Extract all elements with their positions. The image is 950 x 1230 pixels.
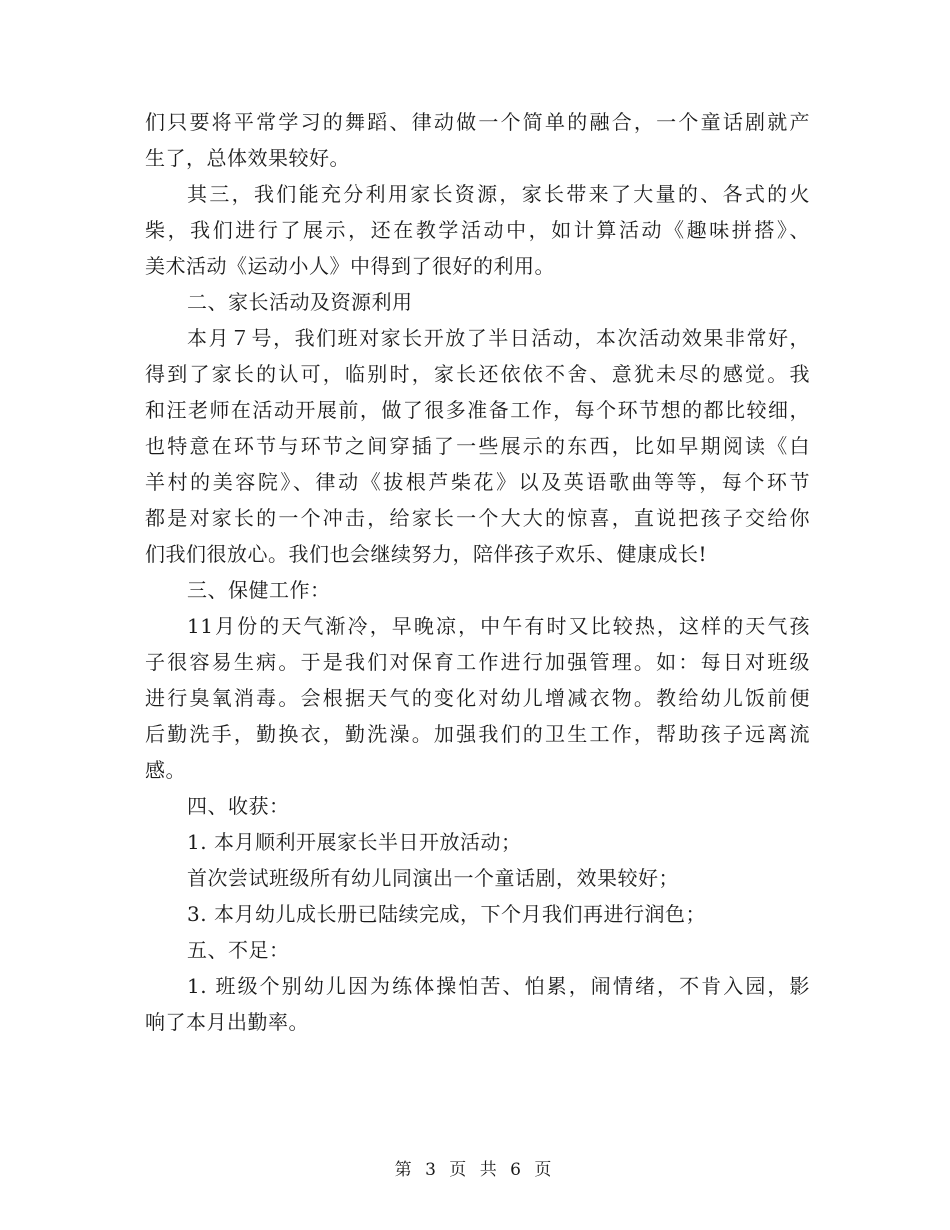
paragraph — [145, 176, 810, 284]
paragraph — [145, 572, 810, 608]
text-line: 们只要将平常学习的舞蹈、律动做一个简单的融合，一个童话剧就产 — [145, 110, 810, 134]
text-line: 后勤洗手，勤换衣，勤洗澡。加强我们的卫生工作，帮助孩子远离流 — [145, 722, 810, 746]
text-line: 生了，总体效果较好。 — [145, 146, 350, 170]
paragraph — [145, 860, 810, 896]
paragraph — [145, 932, 810, 968]
paragraph — [145, 608, 810, 788]
text-line: 四、收获： — [187, 794, 290, 818]
text-line: 本月７号，我们班对家长开放了半日活动，本次活动效果非常好， — [187, 326, 810, 350]
text-line: 响了本月出勤率。 — [145, 1010, 309, 1034]
text-line: 们我们很放心。我们也会继续努力，陪伴孩子欢乐、健康成长! — [145, 542, 708, 566]
text-line: 1. 本月顺利开展家长半日开放活动； — [187, 830, 522, 854]
text-line: 子很容易生病。于是我们对保育工作进行加强管理。如：每日对班级 — [145, 650, 810, 674]
text-line: 羊村的美容院》、律动《拔根芦柴花》以及英语歌曲等等，每个环节 — [145, 470, 810, 494]
paragraph — [145, 824, 810, 860]
text-line: 美术活动《运动小人》中得到了很好的利用。 — [145, 254, 555, 278]
paragraph — [145, 284, 810, 320]
text-line: 三、保健工作： — [187, 578, 331, 602]
document-body — [145, 104, 810, 1040]
text-line: 3. 本月幼儿成长册已陆续完成，下个月我们再进行润色； — [187, 902, 706, 926]
text-line: 1. 班级个别幼儿因为练体操怕苦、怕累，闹情绪，不肯入园，影 — [187, 974, 810, 998]
text-line: 得到了家长的认可，临别时，家长还依依不舍、意犹未尽的感觉。我 — [145, 362, 810, 386]
text-line: 也特意在环节与环节之间穿插了一些展示的东西，比如早期阅读《白 — [145, 434, 810, 458]
text-line: 11月份的天气渐冷，早晚凉，中午有时又比较热，这样的天气孩 — [187, 614, 810, 638]
text-line: 感。 — [145, 758, 186, 782]
text-line: 其三，我们能充分利用家长资源，家长带来了大量的、各式的火 — [187, 182, 810, 206]
page-footer: 第 3 页 共 6 页 — [394, 1160, 556, 1180]
text-line: 二、家长活动及资源利用 — [187, 290, 413, 314]
paragraph — [145, 320, 810, 572]
text-line: 和汪老师在活动开展前，做了很多准备工作，每个环节想的都比较细， — [145, 398, 810, 422]
text-line: 首次尝试班级所有幼儿同演出一个童话剧，效果较好； — [187, 866, 679, 890]
text-line: 进行臭氧消毒。会根据天气的变化对幼儿增减衣物。教给幼儿饭前便 — [145, 686, 810, 710]
text-line: 都是对家长的一个冲击，给家长一个大大的惊喜，直说把孩子交给你 — [145, 506, 810, 530]
paragraph — [145, 104, 810, 176]
paragraph — [145, 968, 810, 1040]
paragraph — [145, 896, 810, 932]
text-line: 柴，我们进行了展示，还在教学活动中，如计算活动《趣味拼搭》、 — [145, 218, 810, 242]
text-line: 五、不足： — [187, 938, 290, 962]
paragraph — [145, 788, 810, 824]
